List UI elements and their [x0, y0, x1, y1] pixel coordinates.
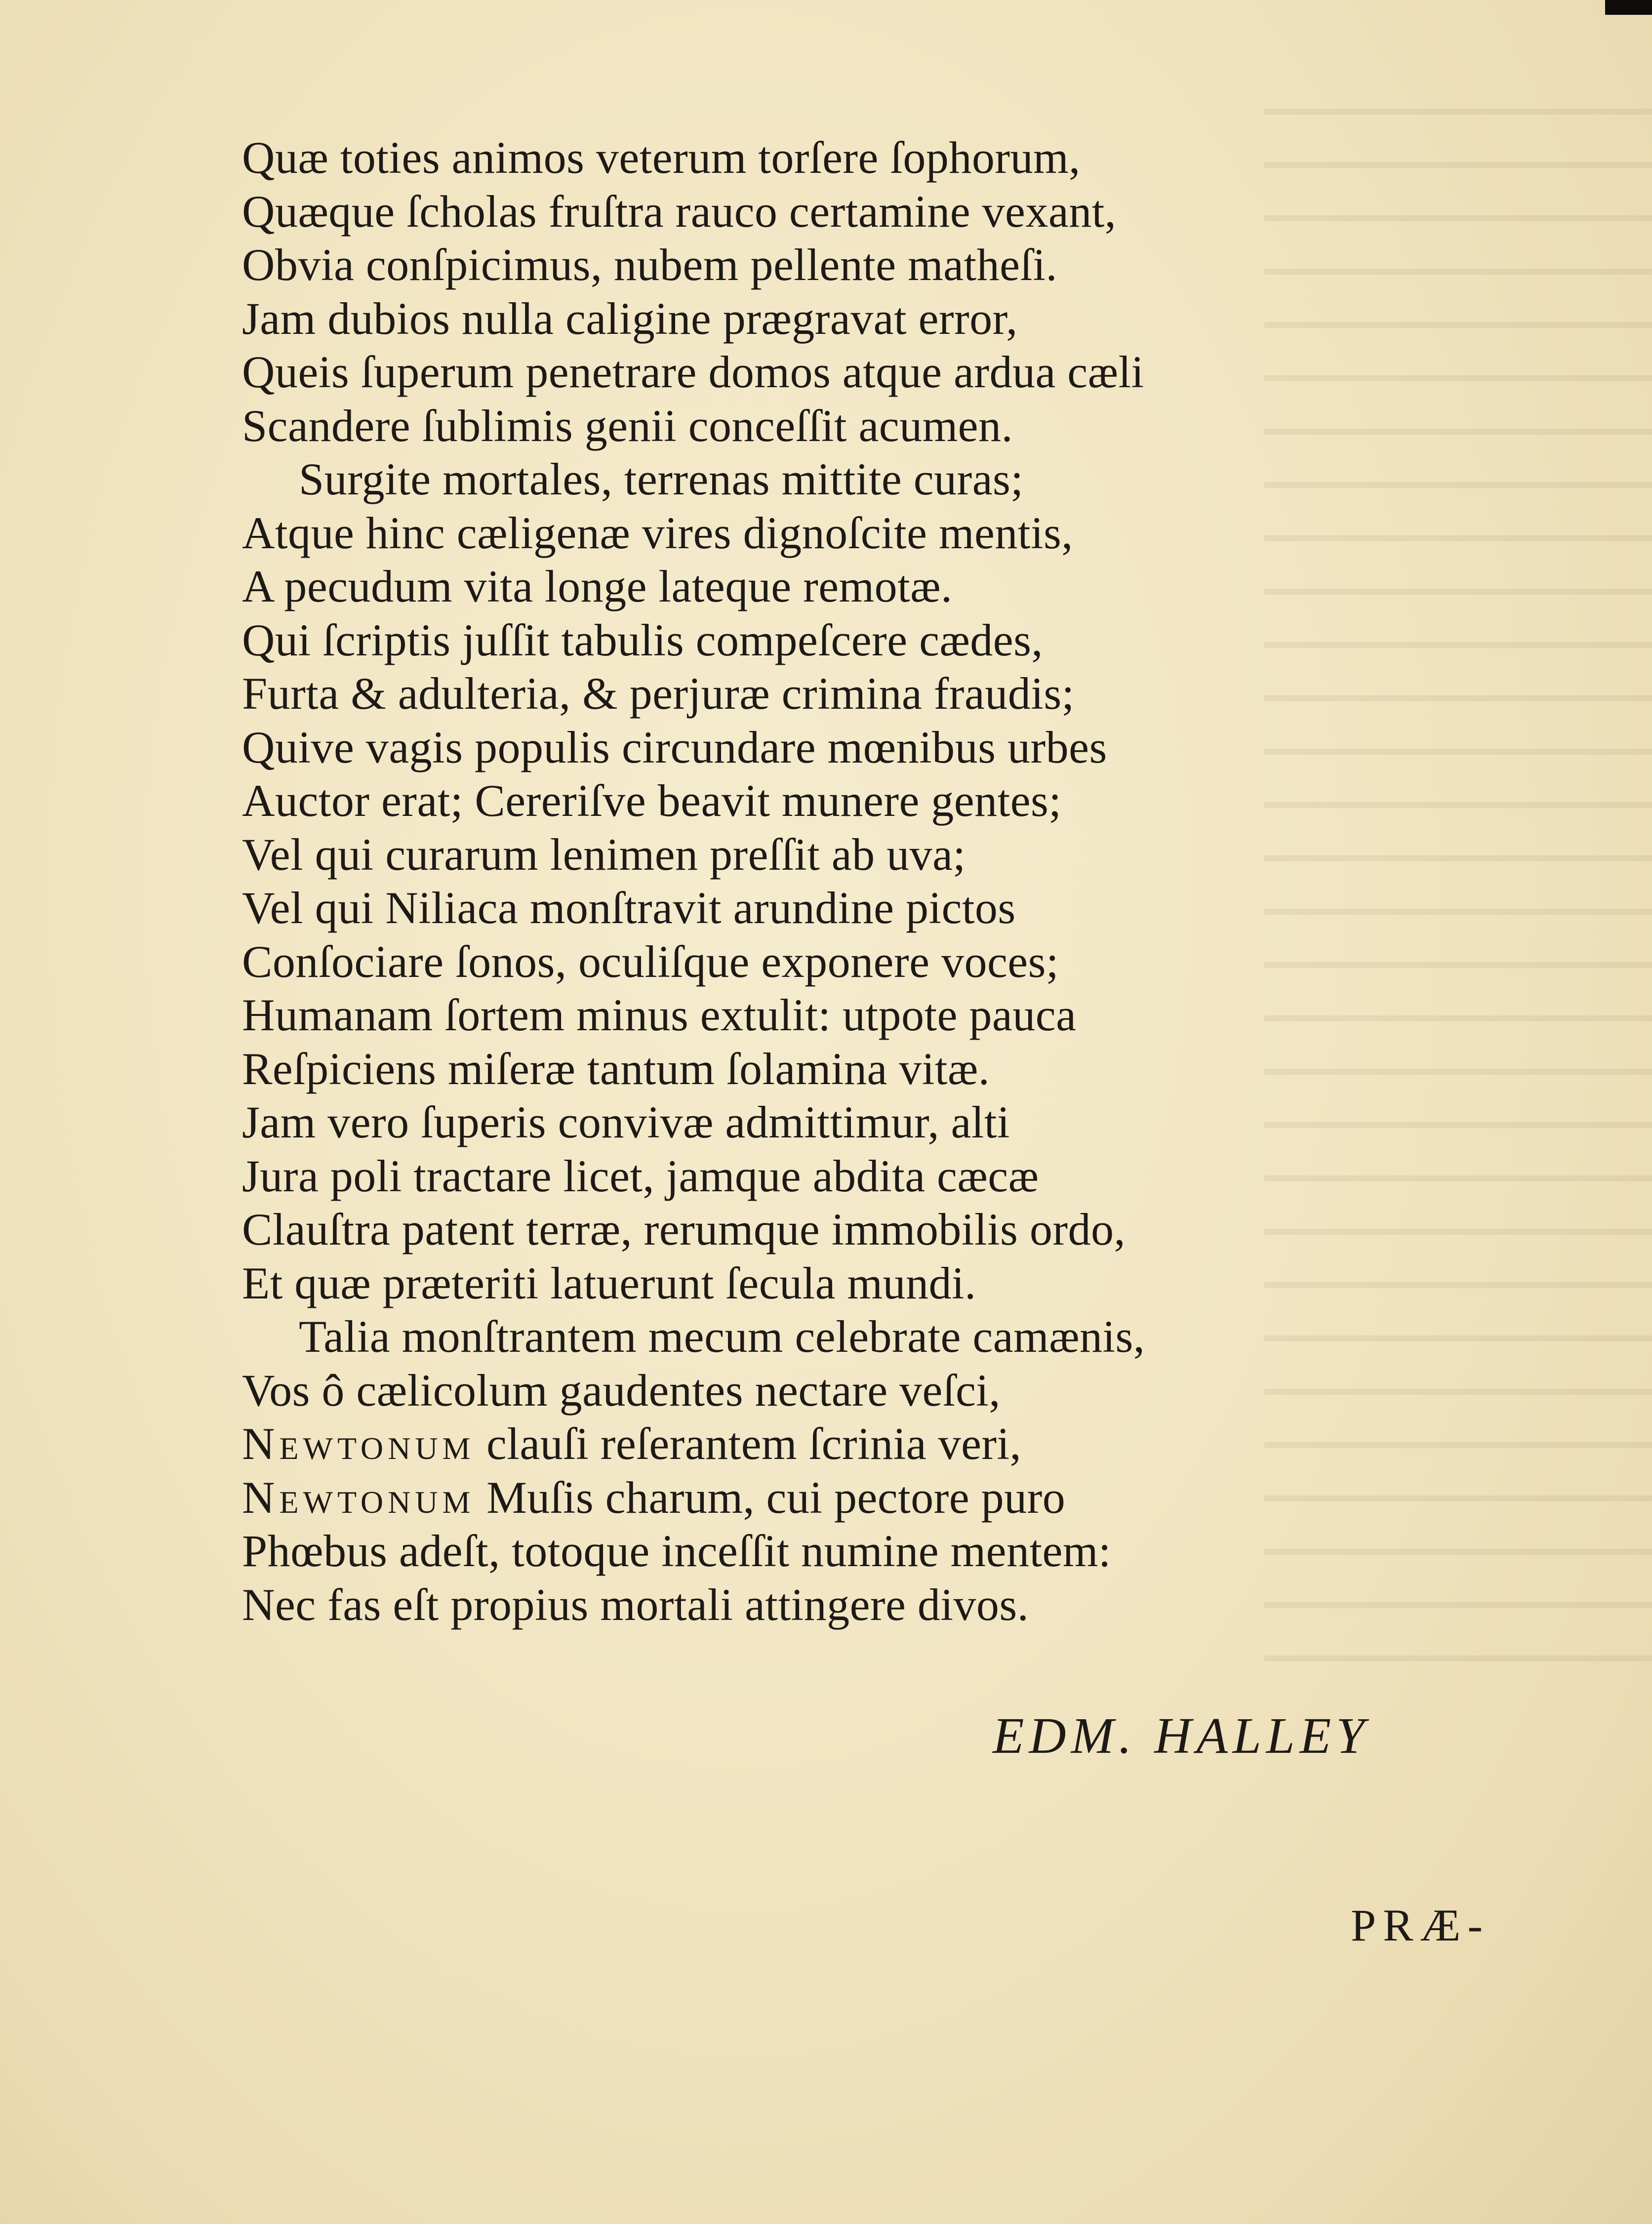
poem-line-26: [242, 1471, 1299, 1525]
poem-line-4: Jam dubios nulla caligine prægravat error,: [242, 293, 1018, 344]
poem-line-10: Qui ſcriptis juſſit tabulis compeſcere cædes,: [242, 614, 1043, 665]
poem-line-1: Quæ toties animos veterum torſere ſophorum,: [242, 132, 1081, 183]
newtonum-name: Newtonum: [242, 1418, 475, 1469]
poem-line-3: Obvia conſpicimus, nubem pellente matheſi.: [242, 240, 1058, 290]
poem-line-11: Furta & adulteria, & perjuræ crimina fraudis;: [242, 668, 1075, 719]
ode-poem: [242, 131, 1299, 1631]
poem-line-9: A pecudum vita longe lateque remotæ.: [242, 561, 953, 611]
poem-line-7: Surgite mortales, terrenas mittite curas;: [299, 454, 1024, 504]
newtonum-name: Newtonum: [242, 1472, 475, 1523]
poem-line-24: Vos ô cælicolum gaudentes nectare veſci,: [242, 1365, 1001, 1415]
poem-line-19: Jam vero ſuperis convivæ admittimur, alti: [242, 1097, 1010, 1147]
catchword: PRÆ-: [1351, 1900, 1490, 1950]
poem-line-2: Quæque ſcholas fruſtra rauco certamine vexant,: [242, 186, 1117, 237]
poem-line-20: Jura poli tractare licet, jamque abdita cæcæ: [242, 1150, 1039, 1201]
poem-line-25-text: clauſi reſerantem ſcrinia veri,: [486, 1418, 1022, 1469]
poem-line-6: Scandere ſublimis genii conceſſit acumen.: [242, 400, 1013, 451]
poem-line-21: Clauſtra patent terræ, rerumque immobilis ordo,: [242, 1204, 1126, 1254]
bleed-through-texture: [1264, 89, 1652, 1669]
poem-line-5: Queis ſuperum penetrare domos atque ardua cæli: [242, 347, 1144, 397]
poem-line-25: [242, 1417, 1299, 1471]
poem-line-26-text: Muſis charum, cui pectore puro: [486, 1472, 1066, 1523]
poem-line-27: Phœbus adeſt, totoque inceſſit numine mentem:: [242, 1526, 1111, 1576]
poem-line-13: Auctor erat; Cereriſve beavit munere gentes;: [242, 775, 1062, 826]
poem-line-15: Vel qui Niliaca monſtravit arundine pictos: [242, 883, 1016, 933]
poem-line-23: Talia monſtrantem mecum celebrate camænis,: [299, 1311, 1145, 1362]
poem-line-18: Reſpiciens miſeræ tantum ſolamina vitæ.: [242, 1043, 990, 1094]
poem-line-12: Quive vagis populis circundare mœnibus urbes: [242, 722, 1107, 772]
poem-line-8: Atque hinc cæligenæ vires dignoſcite mentis,: [242, 507, 1073, 558]
author-signature: EDM. HALLEY: [993, 1707, 1370, 1764]
poem-line-14: Vel qui curarum lenimen preſſit ab uva;: [242, 829, 966, 880]
poem-line-22: Et quæ præteriti latuerunt ſecula mundi.: [242, 1257, 976, 1308]
poem-line-16: Conſociare ſonos, oculiſque exponere voces;: [242, 936, 1059, 987]
poem-line-17: Humanam ſortem minus extulit: utpote pauca: [242, 990, 1077, 1040]
page-edge-mark: [1605, 0, 1652, 15]
poem-line-28: Nec fas eſt propius mortali attingere divos.: [242, 1579, 1029, 1630]
